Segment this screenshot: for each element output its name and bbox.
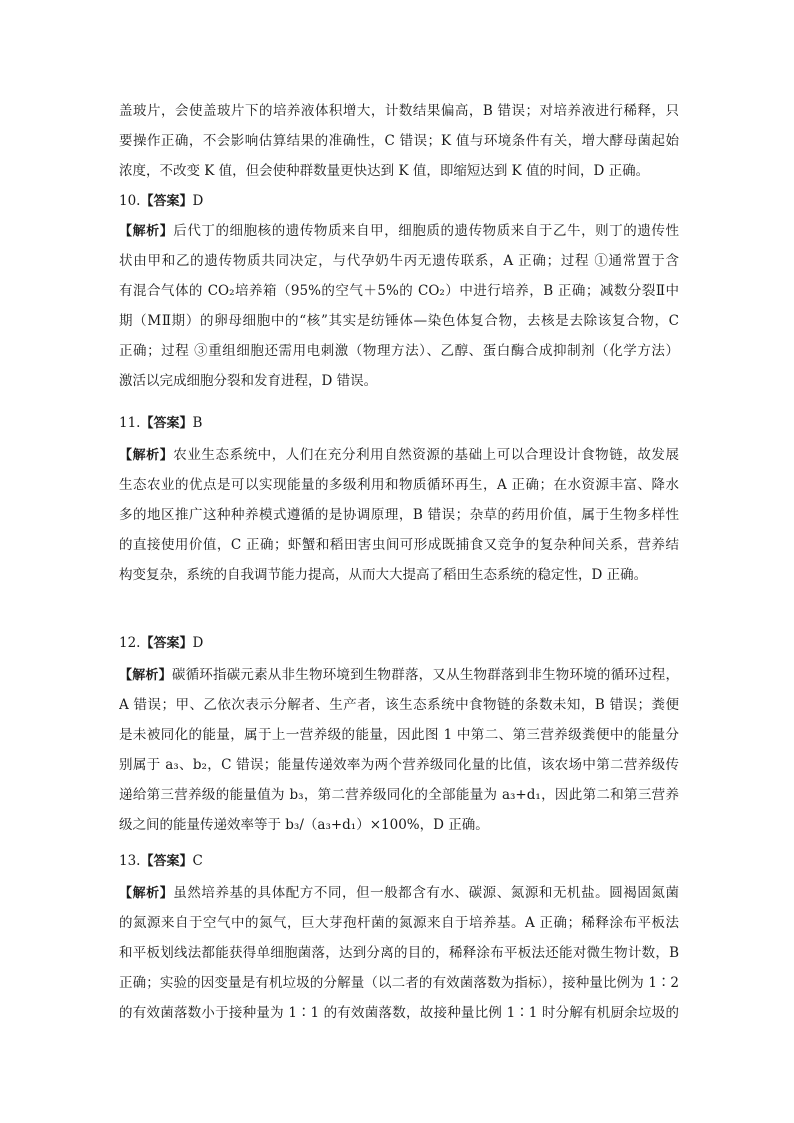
- text-line: 要操作正确，不会影响估算结果的准确性，C 错误；K 值与环境条件有关，增大酵母菌起始: [119, 133, 679, 149]
- text-line: 碳循环指碳元素从非生物环境到生物群落，又从生物群落到非生物环境的循环过程，: [171, 667, 679, 683]
- text-line: 期（MⅡ期）的卵母细胞中的“核”其实是纺锤体—染色体复合物，去核是去除该复合物，C: [119, 313, 679, 329]
- text-line: 激活以完成细胞分裂和发育进程，D 错误。: [119, 373, 378, 389]
- text-line: 后代丁的细胞核的遗传物质来自甲，细胞质的遗传物质来自于乙牛，则丁的遗传性: [173, 223, 679, 239]
- answer-tag: 【答案】: [140, 636, 193, 651]
- text-line: 正确；过程 ③重组细胞还需用电刺激（物理方法）、乙醇、蛋白酶合成抑制剂（化学方法）: [119, 343, 679, 359]
- text-line: 递给第三营养级的能量值为 b₃，第二营养级同化的全部能量为 a₃+d₁，因此第二和第三营养: [119, 787, 679, 803]
- text-line: 的氮源来自于空气中的氮气，巨大芽孢杆菌的氮源来自于培养基。A 正确；稀释涂布平板法: [119, 915, 679, 931]
- text-line: 有混合气体的 CO₂培养箱（95%的空气＋5%的 CO₂）中进行培养，B 正确；减数分裂Ⅱ中: [119, 283, 679, 299]
- text-line: A 错误；甲、乙依次表示分解者、生产者，该生态系统中食物链的条数未知，B 错误；粪便: [119, 697, 679, 713]
- text-line: 和平板划线法都能获得单细胞菌落，达到分离的目的，稀释涂布平板法还能对微生物计数，B: [119, 945, 679, 961]
- answer-value: D: [192, 635, 204, 651]
- text-line: 级之间的能量传递效率等于 b₃/（a₃+d₁）×100%，D 正确。: [119, 817, 489, 833]
- q12-analysis: [119, 660, 679, 840]
- text-line: 生态农业的优点是可以实现能量的多级利用和物质循环再生，A 正确；在水资源丰富、降水: [119, 477, 679, 493]
- q10-answer-line: [119, 186, 679, 216]
- answer-value: B: [192, 415, 203, 431]
- text-line: 正确；实验的因变量是有机垃圾的分解量（以二者的有效菌落数为指标），接种量比例为 1∶2: [119, 975, 679, 991]
- text-line: 的直接使用价值，C 正确；虾蟹和稻田害虫间可形成既捕食又竞争的复杂种间关系，营养结: [119, 537, 679, 553]
- q12-answer-line: [119, 628, 679, 658]
- text-line: 的有效菌落数小于接种量为 1∶1 的有效菌落数，故接种量比例 1∶1 时分解有机厨余垃圾的: [119, 1005, 679, 1021]
- text-line: 虽然培养基的具体配方不同，但一般都含有水、碳源、氮源和无机盐。圆褐固氮菌: [173, 885, 679, 901]
- answer-value: C: [192, 853, 203, 869]
- q10-analysis: [119, 216, 679, 396]
- answer-tag: 【答案】: [140, 416, 193, 431]
- text-line: 是未被同化的能量，属于上一营养级的能量，因此图 1 中第二、第三营养级粪便中的能量分: [119, 727, 679, 743]
- analysis-tag: 【解析】: [119, 224, 174, 239]
- text-line: 多的地区推广这种种养模式遵循的是协调原理，B 错误；杂草的药用价值，属于生物多样性: [119, 507, 679, 523]
- answer-tag: 【答案】: [140, 854, 193, 869]
- text-line: 构变复杂，系统的自我调节能力提高，从而大大提高了稻田生态系统的稳定性，D 正确。: [119, 567, 648, 583]
- analysis-tag: 【解析】: [119, 448, 174, 463]
- text-line: 盖玻片，会使盖玻片下的培养液体积增大，计数结果偏高，B 错误；对培养液进行稀释，只: [119, 103, 679, 119]
- analysis-tag: 【解析】: [119, 886, 174, 901]
- q9-analysis-tail: [119, 96, 679, 186]
- answer-tag: 【答案】: [140, 194, 193, 209]
- question-number: 10.: [119, 193, 141, 209]
- q11-analysis: [119, 440, 679, 590]
- q13-answer-line: [119, 846, 679, 876]
- answer-value: D: [192, 193, 204, 209]
- text-line: 浓度，不改变 K 值，但会使种群数量更快达到 K 值，即缩短达到 K 值的时间，D 正确。: [119, 163, 650, 179]
- question-number: 11.: [119, 415, 141, 431]
- analysis-tag: 【解析】: [119, 668, 172, 683]
- question-number: 13.: [119, 853, 141, 869]
- text-line: 农业生态系统中，人们在充分利用自然资源的基础上可以合理设计食物链，故发展: [173, 447, 679, 463]
- text-line: 状由甲和乙的遗传物质共同决定，与代孕奶牛丙无遗传联系，A 正确；过程 ①通常置于含: [119, 253, 679, 269]
- q13-analysis: [119, 878, 679, 1028]
- q11-answer-line: [119, 408, 679, 438]
- text-line: 别属于 a₃、b₂，C 错误；能量传递效率为两个营养级同化量的比值，该农场中第二营养级传: [119, 757, 679, 773]
- question-number: 12.: [119, 635, 141, 651]
